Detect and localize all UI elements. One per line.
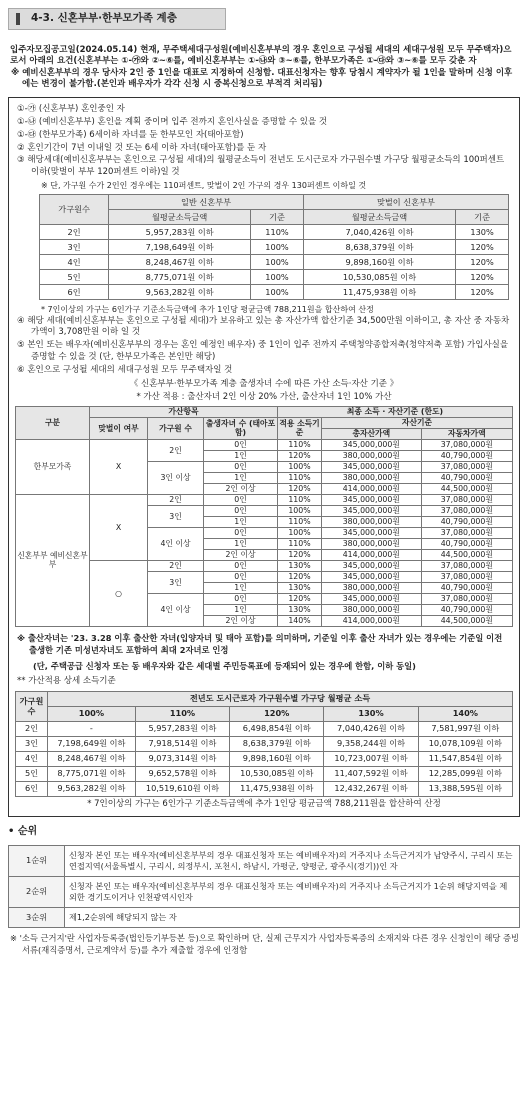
th-std: 기준 — [251, 210, 304, 225]
rank-label: 3순위 — [9, 907, 65, 927]
income-table — [39, 194, 509, 300]
cell: 130% — [278, 605, 322, 616]
cell: 9,563,282원 이하 — [48, 782, 136, 797]
cell: 100% — [251, 255, 304, 270]
cell: 0인 — [204, 594, 278, 605]
cell: 120% — [278, 594, 322, 605]
cell: 100% — [278, 462, 322, 473]
cell: 8,248,467원 이하 — [109, 255, 251, 270]
cell: 9,073,314원 이하 — [135, 752, 229, 767]
cell: 5,957,283원 이하 — [135, 722, 229, 737]
cell: 4인 — [40, 255, 109, 270]
cell: 8,775,071원 이하 — [48, 767, 136, 782]
cell: 9,652,578원 이하 — [135, 767, 229, 782]
cell: 7,040,426원 이하 — [324, 722, 418, 737]
th-size: 가구원 수 — [148, 418, 204, 440]
table-row — [16, 722, 513, 737]
cell: 120% — [278, 550, 322, 561]
cell: - — [48, 722, 136, 737]
cell: 6인 — [16, 782, 48, 797]
cell: 130% — [278, 583, 322, 594]
size-cell: 2인 — [148, 495, 204, 506]
group-single-parent: 한부모가족 — [16, 440, 90, 495]
rank-desc: 제1,2순위에 해당되지 않는 자 — [65, 907, 520, 927]
cell: 414,000,000원 — [322, 484, 422, 495]
cell: 380,000,000원 — [322, 605, 422, 616]
cell: 2인 이상 — [204, 484, 278, 495]
warning-note: ※ 예비신혼부부의 경우 당사자 2인 중 1인을 대표로 지정하여 신청함. 대표신청자는 향후 당첨시 계약자가 될 1인을 말하며 신청 이후에는 변경이 불가함.(본인과 배우자가 각각 신청 시 중복신청으로 부적격 처리됨) — [11, 67, 513, 90]
group-newlywed: 신혼부부 예비신혼부부 — [16, 495, 90, 627]
cell: 9,563,282원 이하 — [109, 285, 251, 300]
th-size: 가구원수 — [16, 692, 48, 722]
cell: 1인 — [204, 451, 278, 462]
cell: 380,000,000원 — [322, 539, 422, 550]
rank-row — [9, 907, 520, 927]
cell: 380,000,000원 — [322, 473, 422, 484]
cell: 11,475,938원 이하 — [230, 782, 324, 797]
rank-desc: 신청자 본인 또는 배우자(예비신혼부부의 경우 대표신청자 또는 예비배우자)의 거주지나 소득근거지가 1순위 해당지역을 제외한 경기도이거나 인천광역시인자 — [65, 876, 520, 907]
t3-note: * 7인이상의 가구는 6인가구 기준소득금액에 추가 1인당 평균금액 788,211원을 합산하여 산정 — [87, 799, 441, 810]
cell: 140% — [278, 616, 322, 627]
cell: 6,498,854원 이하 — [230, 722, 324, 737]
cell: 100% — [251, 285, 304, 300]
cell: 2인 — [40, 225, 109, 240]
th-general: 일반 신혼부부 — [109, 195, 304, 210]
table-row — [16, 767, 513, 782]
cell: 345,000,000원 — [322, 495, 422, 506]
table-row — [40, 240, 509, 255]
th-std: 기준 — [456, 210, 509, 225]
table-row — [40, 225, 509, 240]
cell: 345,000,000원 — [322, 528, 422, 539]
cell: 37,080,000원 — [421, 594, 512, 605]
dual-x: X — [90, 495, 148, 561]
cell: 2인 — [16, 722, 48, 737]
th-pct: 130% — [324, 707, 418, 722]
cell: 110% — [278, 517, 322, 528]
table-caption: 《 신혼부부·한부모가족 계층 출생자녀 수에 따른 가산 소득·자산 기준 》 — [129, 379, 399, 390]
cell: 2인 이상 — [204, 616, 278, 627]
cell: 4인 — [16, 752, 48, 767]
size-cell: 3인 이상 — [148, 462, 204, 495]
table-caption-sub: * 가산 적용 : 출산자녀 2인 이상 20% 가산, 출산자녀 1인 10% 가산 — [136, 392, 392, 403]
cell: 0인 — [204, 440, 278, 451]
rank-row — [9, 876, 520, 907]
cell: 130% — [456, 225, 509, 240]
req-item: ⑥ 혼인으로 구성될 세대의 세대구성원 모두 무주택자일 것 — [17, 365, 233, 376]
cell: 110% — [278, 473, 322, 484]
cell: 6인 — [40, 285, 109, 300]
size-cell: 3인 — [148, 572, 204, 594]
cell: 100% — [251, 270, 304, 285]
cell: 37,080,000원 — [421, 561, 512, 572]
size-cell: 2인 — [148, 561, 204, 572]
cell: 37,080,000원 — [421, 506, 512, 517]
foot-note: ※ 출산자녀는 '23. 3.28 이후 출산한 자녀(입양자녀 및 태아 포함)를 의미하며, 기준일 이후 출산 자녀가 있는 경우에는 기준일 이전 출생한 기존 미성년자녀도 포함하여 최대 2자녀로 인정 — [17, 633, 503, 656]
th-pct: 140% — [418, 707, 512, 722]
th-apply: 적용 소득기준 — [278, 418, 322, 440]
cell: 7,040,426원 이하 — [303, 225, 455, 240]
th-pct: 120% — [230, 707, 324, 722]
cell: 7,198,649원 이하 — [109, 240, 251, 255]
dual-o: ○ — [90, 561, 148, 627]
cell: 10,530,085원 이하 — [303, 270, 455, 285]
th-pct: 110% — [135, 707, 229, 722]
table-row — [16, 782, 513, 797]
cell: 414,000,000원 — [322, 616, 422, 627]
th-dual: 맞벌이 여부 — [90, 418, 148, 440]
t3-title: ** 가산적용 상세 소득기준 — [17, 676, 116, 687]
cell: 10,078,109원 이하 — [418, 737, 512, 752]
cell: 345,000,000원 — [322, 462, 422, 473]
cell: 130% — [278, 561, 322, 572]
req-subnote: ※ 단, 가구원 수가 2인인 경우에는 110퍼센트, 맞벌이 2인 가구의 경우 130퍼센트 이하일 것 — [41, 181, 367, 191]
th-income: 월평균소득금액 — [109, 210, 251, 225]
cell: 345,000,000원 — [322, 572, 422, 583]
cell: 110% — [278, 440, 322, 451]
cell: 13,388,595원 이하 — [418, 782, 512, 797]
income-note: * 7인이상의 가구는 6인가구 기준소득금액에 추가 1인당 평균금액 788,211원을 합산하여 산정 — [41, 305, 374, 315]
th-income: 월평균소득금액 — [303, 210, 455, 225]
req-item: ①-㉯ (예비신혼부부) 혼인을 계획 중이며 입주 전까지 혼인사실을 증명할 수 있을 것 — [17, 116, 328, 127]
cell: 37,080,000원 — [421, 440, 512, 451]
cell: 2인 이상 — [204, 550, 278, 561]
cell: 37,080,000원 — [421, 462, 512, 473]
cell: 380,000,000원 — [322, 451, 422, 462]
cell: 0인 — [204, 495, 278, 506]
th-car: 자동차가액 — [421, 429, 512, 440]
cell: 120% — [278, 484, 322, 495]
cell: 10,530,085원 이하 — [230, 767, 324, 782]
cell: 40,790,000원 — [421, 583, 512, 594]
cell: 120% — [456, 285, 509, 300]
cell: 11,475,938원 이하 — [303, 285, 455, 300]
cell: 44,500,000원 — [421, 616, 512, 627]
cell: 8,775,071원 이하 — [109, 270, 251, 285]
th-pct: 100% — [48, 707, 136, 722]
table-row — [16, 737, 513, 752]
intro-text: 입주자모집공고일(2024.05.14) 현재, 무주택세대구성원(예비신혼부부의 경우 혼인으로 구성될 세대의 세대구성원 모두 무주택자)으로서 아래의 요건(신혼부부는 ①-㉮와 ②~⑥를, 예비신혼부부는 ①-㉯와 ③~⑥를, 한부모가족은 ①-㉰와 ③~⑥를 모두 갖춘 자 — [10, 45, 512, 67]
rank-table — [8, 845, 520, 928]
table-row — [16, 752, 513, 767]
cell: 110% — [278, 495, 322, 506]
cell: 100% — [278, 528, 322, 539]
th-size: 가구원수 — [40, 195, 109, 225]
cell: 345,000,000원 — [322, 561, 422, 572]
cell: 3인 — [16, 737, 48, 752]
cell: 345,000,000원 — [322, 594, 422, 605]
req-item: ② 혼인기간이 7년 이내일 것 또는 6세 이하 자녀(태아포함)를 둔 자 — [17, 142, 267, 153]
req-item: ①-㉰ (한부모가족) 6세이하 자녀를 둔 한부모인 자(태아포함) — [17, 129, 244, 140]
size-cell: 4인 이상 — [148, 594, 204, 627]
rank-desc: 신청자 본인 또는 배우자(예비신혼부부의 경우 대표신청자 또는 예비배우자)의 거주지나 소득근거지가 남양주시, 구리시 또는 연접지역(서울특별시, 구리시, 의정부시, 포천시, 하남시, 가평군, 양평군, 광주시(경기))인 자 — [65, 845, 520, 876]
cell: 8,638,379원 이하 — [303, 240, 455, 255]
th-kids: 출생자녀 수 (태아포함) — [204, 418, 278, 440]
rank-row — [9, 845, 520, 876]
th-title: 전년도 도시근로자 가구원수별 가구당 월평균 소득 — [48, 692, 513, 707]
cell: 7,198,649원 이하 — [48, 737, 136, 752]
cell: 345,000,000원 — [322, 440, 422, 451]
table-row — [40, 285, 509, 300]
cell: 11,547,854원 이하 — [418, 752, 512, 767]
cell: 3인 — [40, 240, 109, 255]
cell: 100% — [251, 240, 304, 255]
cell: 12,432,267원 이하 — [324, 782, 418, 797]
req-item: ④ 해당 세대(예비신혼부부는 혼인으로 구성될 세대)가 보유하고 있는 총 자산가액 합산기준 34,500만원 이하이고, 총 자산 중 자동차가액이 3,708만원 이하 일 것 — [17, 315, 510, 338]
cell: 345,000,000원 — [322, 506, 422, 517]
cell: 44,500,000원 — [421, 484, 512, 495]
table-row — [40, 270, 509, 285]
requirements-box — [8, 97, 520, 818]
cell: 414,000,000원 — [322, 550, 422, 561]
cell: 37,080,000원 — [421, 572, 512, 583]
cell: 0인 — [204, 528, 278, 539]
cell: 8,638,379원 이하 — [230, 737, 324, 752]
th-dual: 맞벌이 신혼부부 — [303, 195, 508, 210]
size-cell: 3인 — [148, 506, 204, 528]
cell: 37,080,000원 — [421, 495, 512, 506]
cell: 110% — [278, 539, 322, 550]
cell: 1인 — [204, 583, 278, 594]
cell: 40,790,000원 — [421, 539, 512, 550]
cell: 37,080,000원 — [421, 528, 512, 539]
table-row — [40, 255, 509, 270]
cell: 9,358,244원 이하 — [324, 737, 418, 752]
cell: 5인 — [40, 270, 109, 285]
cell: 120% — [456, 240, 509, 255]
foot-note-sub: (단, 주택공급 신청자 또는 동 배우자와 같은 세대별 주민등록표에 등재되어 있는 경우에 한함, 이하 동일) — [33, 660, 416, 671]
cell: 40,790,000원 — [421, 605, 512, 616]
cell: 40,790,000원 — [421, 473, 512, 484]
req-item: ⑤ 본인 또는 배우자(예비신혼부부의 경우는 혼인 예정인 배우자) 중 1인이 입주 전까지 주택청약종합저축(청약저축 포함) 가입사실을 증명할 수 있을 것 (단, 한부모가족은 본인만 해당) — [17, 340, 509, 363]
cell: 1인 — [204, 517, 278, 528]
cell: 44,500,000원 — [421, 550, 512, 561]
rank-label: 2순위 — [9, 876, 65, 907]
cell: 5인 — [16, 767, 48, 782]
section-title — [8, 8, 226, 30]
cell: 1인 — [204, 473, 278, 484]
dual-x: X — [90, 440, 148, 495]
cell: 12,285,099원 이하 — [418, 767, 512, 782]
cell: 1인 — [204, 605, 278, 616]
th-add: 가산항목 — [90, 407, 278, 418]
th-asset: 자산기준 — [322, 418, 513, 429]
cell: 0인 — [204, 506, 278, 517]
cell: 7,918,514원 이하 — [135, 737, 229, 752]
cell: 10,519,610원 이하 — [135, 782, 229, 797]
cell: 40,790,000원 — [421, 451, 512, 462]
th-total: 총자산가액 — [322, 429, 422, 440]
cell: 7,581,997원 이하 — [418, 722, 512, 737]
income-basis-note: ※ '소득 근거지'란 사업자등록증(법인등기부등본 등)으로 확인하며 단, 실제 근무지가 사업자등록증의 소재지와 다른 경우 신청인이 해당 증빙서류(재직증명서, 근로계약서 등)를 추가 제출할 경우에 인정함 — [10, 932, 520, 955]
detail-income-table — [15, 691, 513, 797]
req-item: ③ 해당세대(예비신혼부부는 혼인으로 구성될 세대)의 월평균소득이 전년도 도시근로자 가구원수별 가구당 월평균소득의 100퍼센트 이하(맞벌이 부부 120퍼센트 이하)일 것 — [17, 155, 505, 178]
cell: 120% — [456, 255, 509, 270]
cell: 120% — [456, 270, 509, 285]
cell: 5,957,283원 이하 — [109, 225, 251, 240]
bonus-table — [15, 406, 513, 627]
cell: 40,790,000원 — [421, 517, 512, 528]
cell: 0인 — [204, 462, 278, 473]
cell: 120% — [278, 572, 322, 583]
th-div: 구분 — [16, 407, 90, 440]
cell: 9,898,160원 이하 — [303, 255, 455, 270]
section-title-text: 4-3. 신혼부부·한부모가족 계층 — [31, 12, 177, 25]
cell: 9,898,160원 이하 — [230, 752, 324, 767]
size-cell: 4인 이상 — [148, 528, 204, 561]
cell: 11,407,592원 이하 — [324, 767, 418, 782]
size-cell: 2인 — [148, 440, 204, 462]
cell: 380,000,000원 — [322, 517, 422, 528]
cell: 380,000,000원 — [322, 583, 422, 594]
cell: 120% — [278, 451, 322, 462]
cell: 10,723,007원 이하 — [324, 752, 418, 767]
cell: 8,248,467원 이하 — [48, 752, 136, 767]
rank-label: 1순위 — [9, 845, 65, 876]
cell: 0인 — [204, 572, 278, 583]
cell: 110% — [251, 225, 304, 240]
rank-title: • 순위 — [8, 826, 38, 838]
req-item: ①-㉮ (신혼부부) 혼인중인 자 — [17, 103, 125, 114]
cell: 0인 — [204, 561, 278, 572]
cell: 1인 — [204, 539, 278, 550]
th-final: 최종 소득 · 자산기준 (한도) — [278, 407, 513, 418]
cell: 100% — [278, 506, 322, 517]
